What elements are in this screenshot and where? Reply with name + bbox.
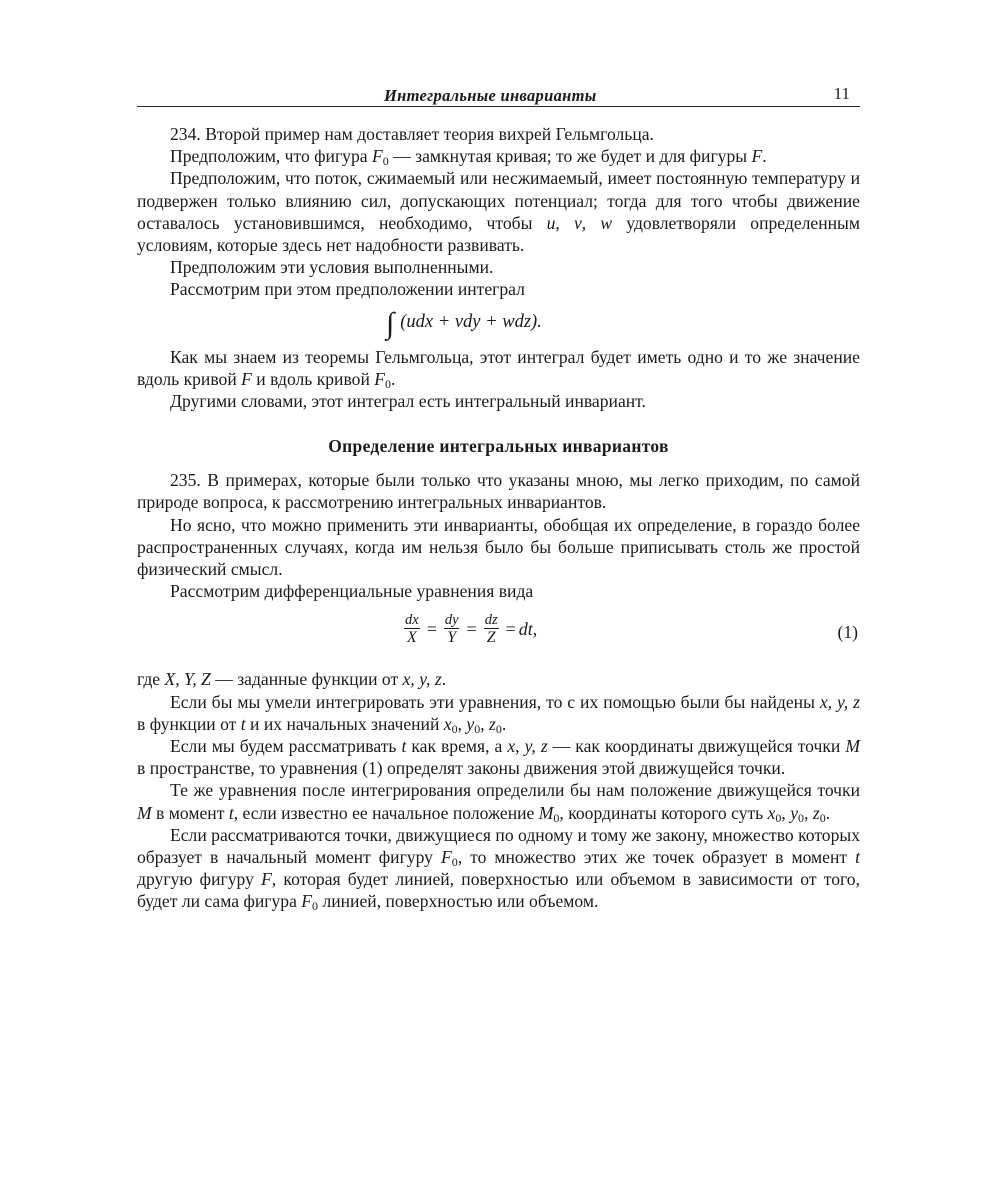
integral-expression: (udx + vdy + wdz). [400,311,542,332]
body-text [137,123,860,913]
paragraph-number: 235. [170,470,201,491]
paragraph: Предположим эти условия выполненными. [170,257,494,278]
integral-sign: ∫ [386,306,395,340]
page-number: 11 [833,84,850,103]
paragraph: Но ясно, что можно применить эти инварианты, обобщая их определение, в гораздо более распространенных случаях, когда им нельзя было бы больше приписывать столь же простой физический смысл. [137,514,860,580]
paragraph: Те же уравнения после интегрирования определили бы нам положение движущейся точки M в момент t, если известно ее начальное положение $M_0$, координаты которого суть $x_0$, $y_0$, $z_0$. [137,780,860,825]
running-head-title: Интегральные инварианты [384,86,597,105]
paragraph: Если бы мы умели интегрировать эти уравнения, то с их помощью были бы найдены x, y, z в функции от t и их начальных значений $x_0$, $y_0$, $z_0$. [137,691,860,736]
section-title: Определение интегральных инвариантов [328,436,669,457]
integral-formula [137,306,860,340]
paragraph: Рассмотрим при этом предположении интеграл [170,279,525,300]
equation-1 [137,608,860,666]
paragraph: Рассмотрим дифференциальные уравнения вида [170,581,534,602]
paragraph: Если рассматриваются точки, движущиеся по одному и тому же закону, множество которых образует в начальный момент фигуру $F_0$, то множество этих же точек образует в момент t другую фигуру F, которая будет линией, поверхностью или объемом в зависимости от того, будет ли сама фигура $F_0$ линией, поверхностью или объемом. [137,824,860,914]
paragraph: Как мы знаем из теоремы Гельмгольца, этот интеграл будет иметь одно и то же значение вдоль кривой F и вдоль кривой $F_0$. [137,346,860,391]
paragraph: Другими словами, этот интеграл есть интегральный инвариант. [170,391,646,412]
paragraph: где X, Y, Z — заданные функции от x, y, z. [137,669,447,690]
fraction: $\frac{dy}{Y}$ [444,612,459,647]
equation-label: (1) [837,622,858,643]
fraction: $\frac{dz}{Z}$ [484,612,498,647]
equation-body: $\frac{dx}{X}$ = $\frac{dy}{Y}$ = $\frac{dz}{Z}$ = dt, [400,612,537,647]
book-page [137,84,860,913]
fraction: $\frac{dx}{X}$ [405,612,419,647]
paragraph-number: 234. [170,124,201,144]
running-head [137,84,860,107]
paragraph-234: 234. Второй пример нам доставляет теория вихрей Гельмгольца. [170,124,654,144]
paragraph: Если мы будем рассматривать t как время, а x, y, z — как координаты движущейся точки M в пространстве, то уравнения (1) определят законы движения этой движущейся точки. [137,736,860,779]
paragraph: Предположим, что поток, сжимаемый или несжимаемый, имеет постоянную температуру и подвержен только влиянию сил, допускающих потенциал; тогда для того чтобы движение оставалось установившимся, необходимо, чтобы u, v, w удовлетворяли определенным условиям, которые здесь нет надобности развивать. [137,168,861,256]
paragraph-235: 235. В примерах, которые были только что указаны мною, мы легко приходим, по самой природе вопроса, к рассмотрению интегральных инвариантов. [137,470,860,513]
paragraph: Предположим, что фигура $F_0$ — замкнутая кривая; то же будет и для фигуры F. [170,146,767,169]
